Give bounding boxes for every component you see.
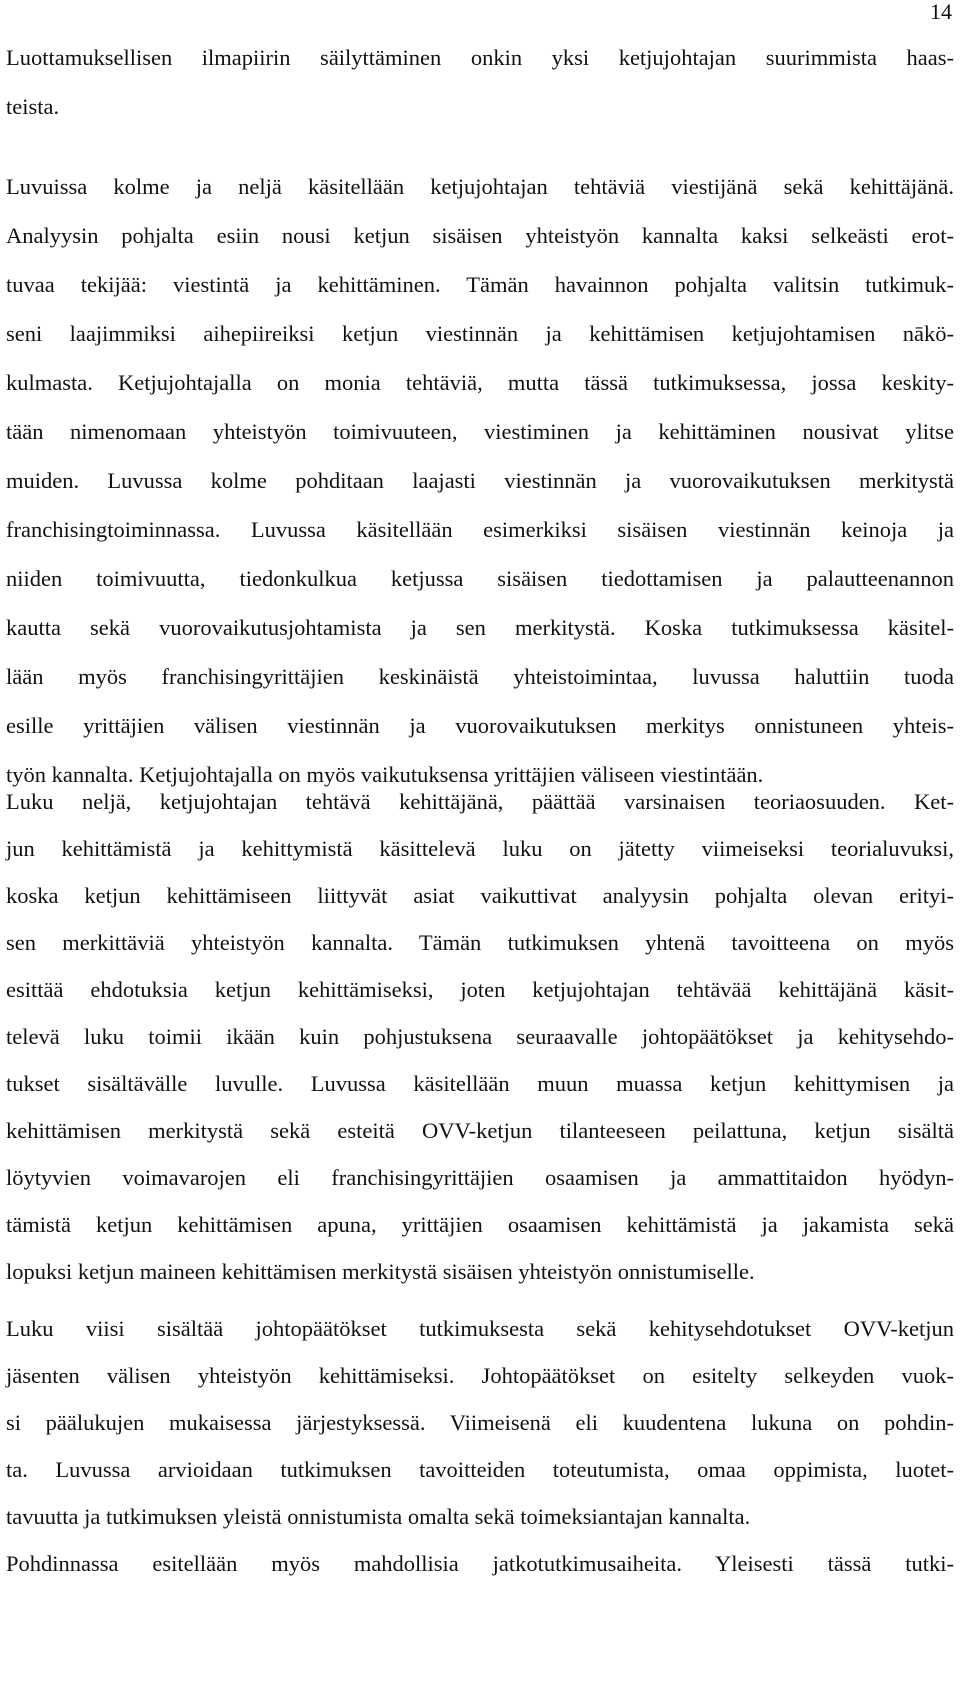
text-line: lopuksi ketjun maineen kehittämisen merkitystä sisäisen yhteistyön onnistumiselle. bbox=[6, 1259, 755, 1284]
text-line: kulmasta. Ketjujohtajalla on monia tehtäviä, mutta tässä tutkimuksessa, jossa keskity- bbox=[6, 370, 954, 395]
text-line: jun kehittämistä ja kehittymistä käsittelevä luku on jätetty viimeiseksi teorialuvuksi, bbox=[6, 836, 954, 861]
text-line: tään nimenomaan yhteistyön toimivuuteen, viestiminen ja kehittäminen nousivat ylitse bbox=[6, 419, 954, 444]
text-line: tavuutta ja tutkimuksen yleistä onnistumista omalta sekä toimeksiantajan kannalta. bbox=[6, 1504, 751, 1529]
text-line: jäsenten välisen yhteistyön kehittämiseksi. Johtopäätökset on esitelty selkeyden vuok- bbox=[6, 1363, 954, 1388]
paragraph-2 bbox=[6, 162, 954, 799]
page-number: 14 bbox=[930, 0, 952, 24]
text-line: seni laajimmiksi aihepiireiksi ketjun viestinnän ja kehittämisen ketjujohtamisen nākö- bbox=[6, 321, 954, 346]
paragraph-3 bbox=[6, 778, 954, 1295]
text-line: muiden. Luvussa kolme pohditaan laajasti viestinnän ja vuorovaikutuksen merkitystä bbox=[6, 468, 954, 493]
text-line: tämistä ketjun kehittämisen apuna, yrittäjien osaamisen kehittämistä ja jakamista sekä bbox=[6, 1212, 954, 1237]
text-line: työn kannalta. Ketjujohtajalla on myös vaikutuksensa yrittäjien väliseen viestintään. bbox=[6, 762, 764, 787]
text-line: franchisingtoiminnassa. Luvussa käsitellään esimerkiksi sisäisen viestinnän keinoja ja bbox=[6, 517, 954, 542]
paragraph-1 bbox=[6, 33, 954, 131]
text-line: Luku neljä, ketjujohtajan tehtävä kehittäjänä, päättää varsinaisen teoriaosuuden. Ket- bbox=[6, 789, 954, 814]
text-line: televä luku toimii ikään kuin pohjustuksena seuraavalle johtopäätökset ja kehitysehdo- bbox=[6, 1024, 954, 1049]
text-line: si päälukujen mukaisessa järjestyksessä. Viimeisenä eli kuudentena lukuna on pohdin- bbox=[6, 1410, 954, 1435]
text-line: koska ketjun kehittämiseen liittyvät asiat vaikuttivat analyysin pohjalta olevan erityi- bbox=[6, 883, 954, 908]
text-line: ta. Luvussa arvioidaan tutkimuksen tavoitteiden toteutumista, omaa oppimista, luotet- bbox=[6, 1457, 954, 1482]
text-line: sen merkittäviä yhteistyön kannalta. Tämän tutkimuksen yhtenä tavoitteena on myös bbox=[6, 930, 954, 955]
text-line: Luvuissa kolme ja neljä käsitellään ketjujohtajan tehtäviä viestijänä sekä kehittäjänä. bbox=[6, 174, 954, 199]
paragraph-4 bbox=[6, 1305, 954, 1587]
text-line: kautta sekä vuorovaikutusjohtamista ja sen merkitystä. Koska tutkimuksessa käsitel- bbox=[6, 615, 954, 640]
text-line: Luku viisi sisältää johtopäätökset tutkimuksesta sekä kehitysehdotukset OVV-ketjun bbox=[6, 1316, 954, 1341]
text-line: niiden toimivuutta, tiedonkulkua ketjussa sisäisen tiedottamisen ja palautteenannon bbox=[6, 566, 954, 591]
text-line: Pohdinnassa esitellään myös mahdollisia jatkotutkimusaiheita. Yleisesti tässä tutki- bbox=[6, 1551, 954, 1576]
text-line: lään myös franchisingyrittäjien keskinäistä yhteistoimintaa, luvussa haluttiin tuoda bbox=[6, 664, 954, 689]
text-line: teista. bbox=[6, 94, 60, 119]
text-line: tukset sisältävälle luvulle. Luvussa käsitellään muun muassa ketjun kehittymisen ja bbox=[6, 1071, 954, 1096]
text-line: kehittämisen merkitystä sekä esteitä OVV-ketjun tilanteeseen peilattuna, ketjun sisältä bbox=[6, 1118, 954, 1143]
text-line: esille yrittäjien välisen viestinnän ja vuorovaikutuksen merkitys onnistuneen yhteis- bbox=[6, 713, 954, 738]
text-line: tuvaa tekijää: viestintä ja kehittäminen. Tämän havainnon pohjalta valitsin tutkimuk- bbox=[6, 272, 954, 297]
text-line: Analyysin pohjalta esiin nousi ketjun sisäisen yhteistyön kannalta kaksi selkeästi erot- bbox=[6, 223, 954, 248]
text-line: esittää ehdotuksia ketjun kehittämiseksi, joten ketjujohtajan tehtävää kehittäjänä käsit- bbox=[6, 977, 954, 1002]
text-line: löytyvien voimavarojen eli franchisingyrittäjien osaamisen ja ammattitaidon hyödyn- bbox=[6, 1165, 954, 1190]
text-line: Luottamuksellisen ilmapiirin säilyttäminen onkin yksi ketjujohtajan suurimmista haas- bbox=[6, 45, 954, 70]
